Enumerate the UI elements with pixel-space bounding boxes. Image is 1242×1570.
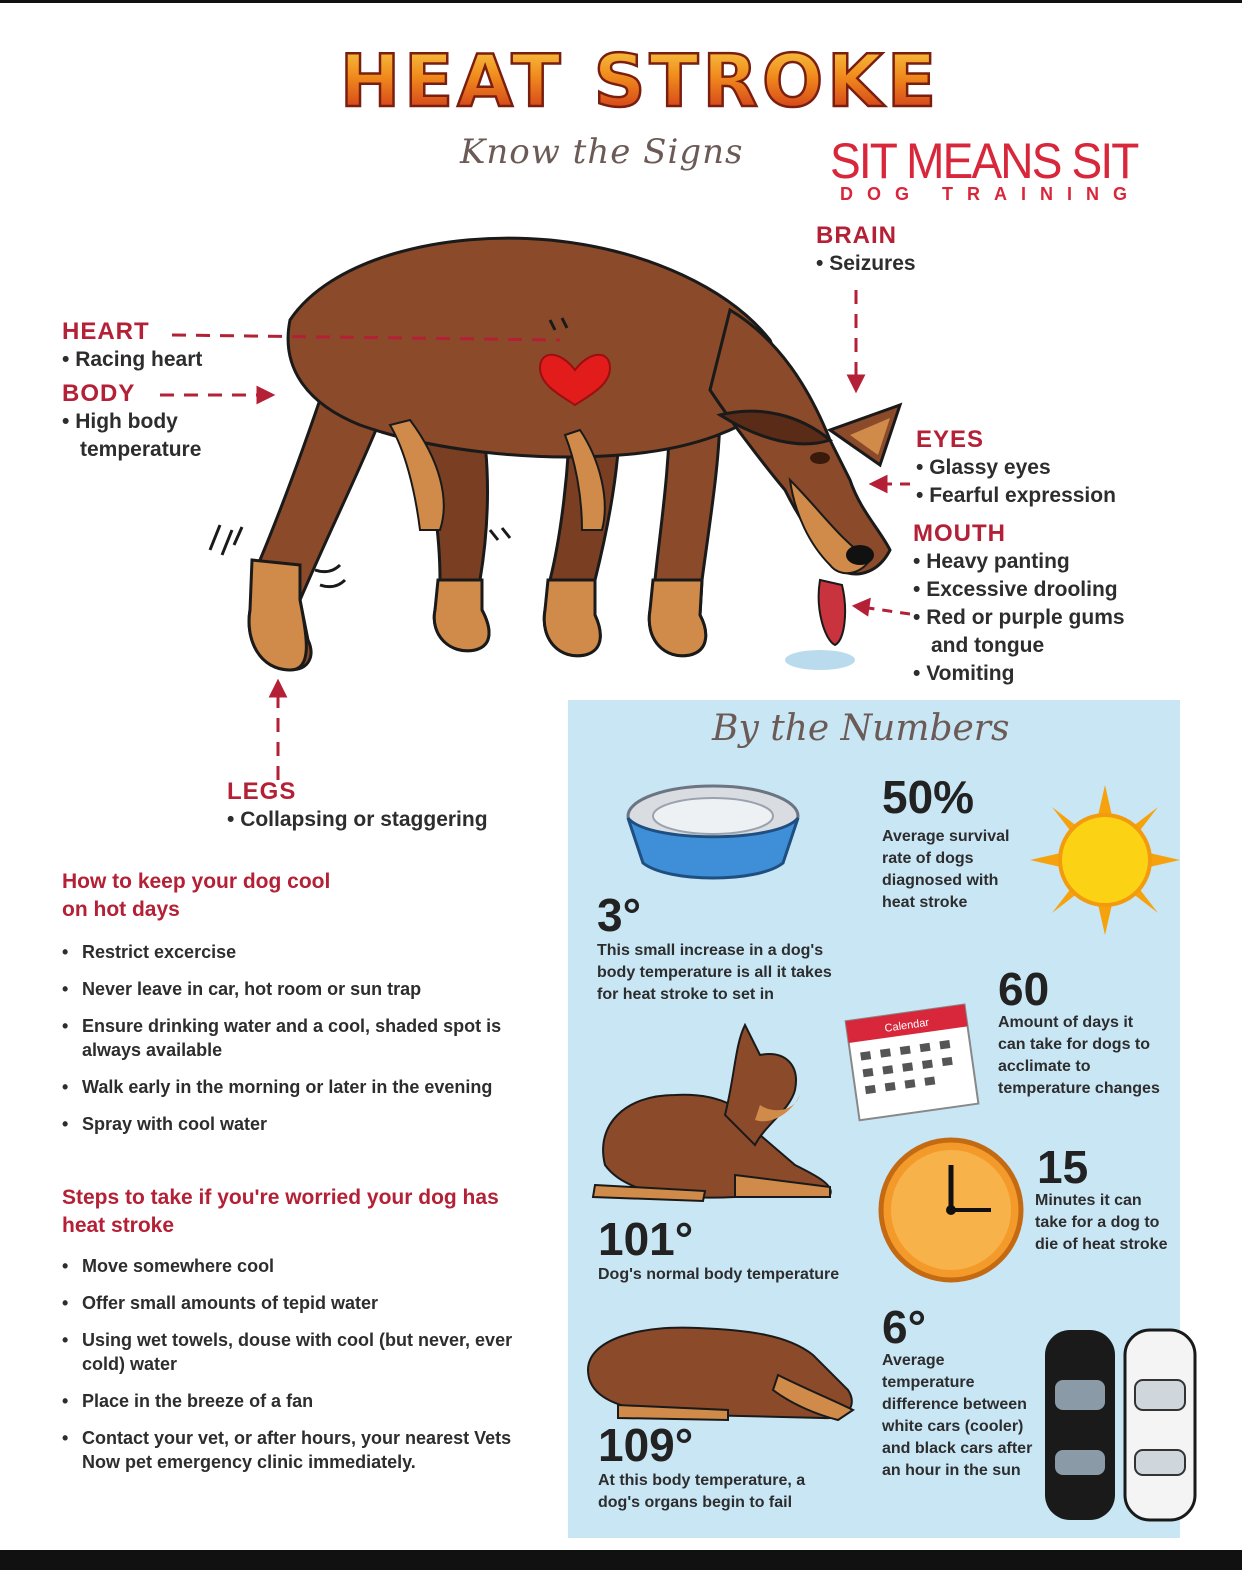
calendar-icon bbox=[840, 1000, 990, 1125]
brand-logo: SIT MEANS SIT bbox=[830, 133, 1138, 189]
list-item: • Place in the breeze of a fan bbox=[62, 1389, 532, 1413]
organs-desc: At this body temperature, a dog's organs begin to fail bbox=[598, 1472, 806, 1511]
list-item: • Restrict excercise bbox=[62, 940, 542, 964]
mouth-item-3: • Red or purple gums bbox=[913, 604, 1125, 632]
cars-desc: Average temperature difference between white cars (cooler) and black cars after an hour in the sun bbox=[882, 1352, 1033, 1479]
eyes-label: EYES bbox=[916, 426, 985, 453]
survival-value: 50% bbox=[882, 771, 975, 823]
list-item: • Move somewhere cool bbox=[62, 1254, 532, 1278]
eyes-item-1: • Glassy eyes bbox=[916, 454, 1116, 482]
survival-desc: Average survival rate of dogs diagnosed with heat stroke bbox=[882, 828, 1010, 911]
heart-item: • Racing heart bbox=[62, 346, 202, 374]
mouth-sign bbox=[913, 520, 1125, 688]
list-item: • Never leave in car, hot room or sun trap bbox=[62, 977, 542, 1001]
heart-sign bbox=[62, 318, 202, 374]
body-item: • High body bbox=[62, 408, 201, 436]
mouth-item-4: • Vomiting bbox=[913, 660, 1125, 688]
list-item: • Offer small amounts of tepid water bbox=[62, 1291, 532, 1315]
acclimate-value: 60 bbox=[998, 963, 1050, 1015]
subtitle: Know the Signs bbox=[460, 132, 744, 172]
list-item: • Using wet towels, douse with cool (but never, ever cold) water bbox=[62, 1328, 532, 1376]
cars-value: 6° bbox=[882, 1301, 926, 1353]
mouth-item-3-cont: and tongue bbox=[931, 634, 1045, 657]
steps-list bbox=[62, 1254, 532, 1474]
water-bowl-icon bbox=[618, 778, 808, 888]
cool-tips-section bbox=[62, 868, 542, 1149]
body-label: BODY bbox=[62, 380, 136, 407]
bottom-border bbox=[0, 1550, 1242, 1570]
legs-item: • Collapsing or staggering bbox=[227, 806, 488, 834]
mouth-label: MOUTH bbox=[913, 520, 1006, 547]
brand-subtitle: DOG TRAINING bbox=[840, 184, 1141, 204]
cool-tips-list bbox=[62, 940, 542, 1136]
clock-icon bbox=[876, 1135, 1026, 1285]
organs-value: 109° bbox=[598, 1419, 694, 1471]
list-item: • Contact your vet, or after hours, your nearest Vets Now pet emergency clinic immediately. bbox=[62, 1426, 532, 1474]
legs-label: LEGS bbox=[227, 778, 297, 805]
mouth-item-1: • Heavy panting bbox=[913, 548, 1125, 576]
normal-temp-desc: Dog's normal body temperature bbox=[598, 1266, 840, 1283]
numbers-heading: By the Numbers bbox=[712, 708, 1010, 749]
brain-label: BRAIN bbox=[816, 222, 897, 249]
calendar-label: Calendar bbox=[883, 1016, 930, 1035]
mouth-item-2: • Excessive drooling bbox=[913, 576, 1125, 604]
collapsed-dog-icon bbox=[578, 1310, 868, 1430]
heart-label: HEART bbox=[62, 318, 150, 345]
steps-heading: Steps to take if you're worried your dog has heat stroke bbox=[62, 1186, 499, 1237]
cool-tips-heading: How to keep your dog cool on hot days bbox=[62, 870, 331, 921]
increase-value: 3° bbox=[597, 889, 641, 941]
eyes-sign bbox=[916, 426, 1116, 510]
minutes-desc: Minutes it can take for a dog to die of heat stroke bbox=[1035, 1192, 1168, 1253]
brain-sign bbox=[816, 222, 916, 278]
eyes-item-2: • Fearful expression bbox=[916, 482, 1116, 510]
steps-section bbox=[62, 1184, 532, 1487]
list-item: • Walk early in the morning or later in the evening bbox=[62, 1075, 542, 1099]
minutes-value: 15 bbox=[1037, 1141, 1089, 1193]
sun-icon bbox=[1030, 785, 1180, 935]
brain-item: • Seizures bbox=[816, 250, 916, 278]
list-item: • Spray with cool water bbox=[62, 1112, 542, 1136]
body-sign bbox=[62, 380, 201, 464]
cars-icon bbox=[1040, 1325, 1200, 1525]
title-text: HEAT STROKE bbox=[339, 39, 941, 118]
list-item: • Ensure drinking water and a cool, shaded spot is always available bbox=[62, 1014, 542, 1062]
acclimate-desc: Amount of days it can take for dogs to acclimate to temperature changes bbox=[998, 1014, 1160, 1097]
normal-temp-value: 101° bbox=[598, 1213, 694, 1265]
increase-desc: This small increase in a dog's body temperature is all it takes for heat stroke to set in bbox=[597, 942, 832, 1003]
legs-sign bbox=[227, 778, 488, 834]
body-item-cont: temperature bbox=[80, 438, 202, 461]
resting-dog-icon bbox=[585, 1015, 855, 1205]
